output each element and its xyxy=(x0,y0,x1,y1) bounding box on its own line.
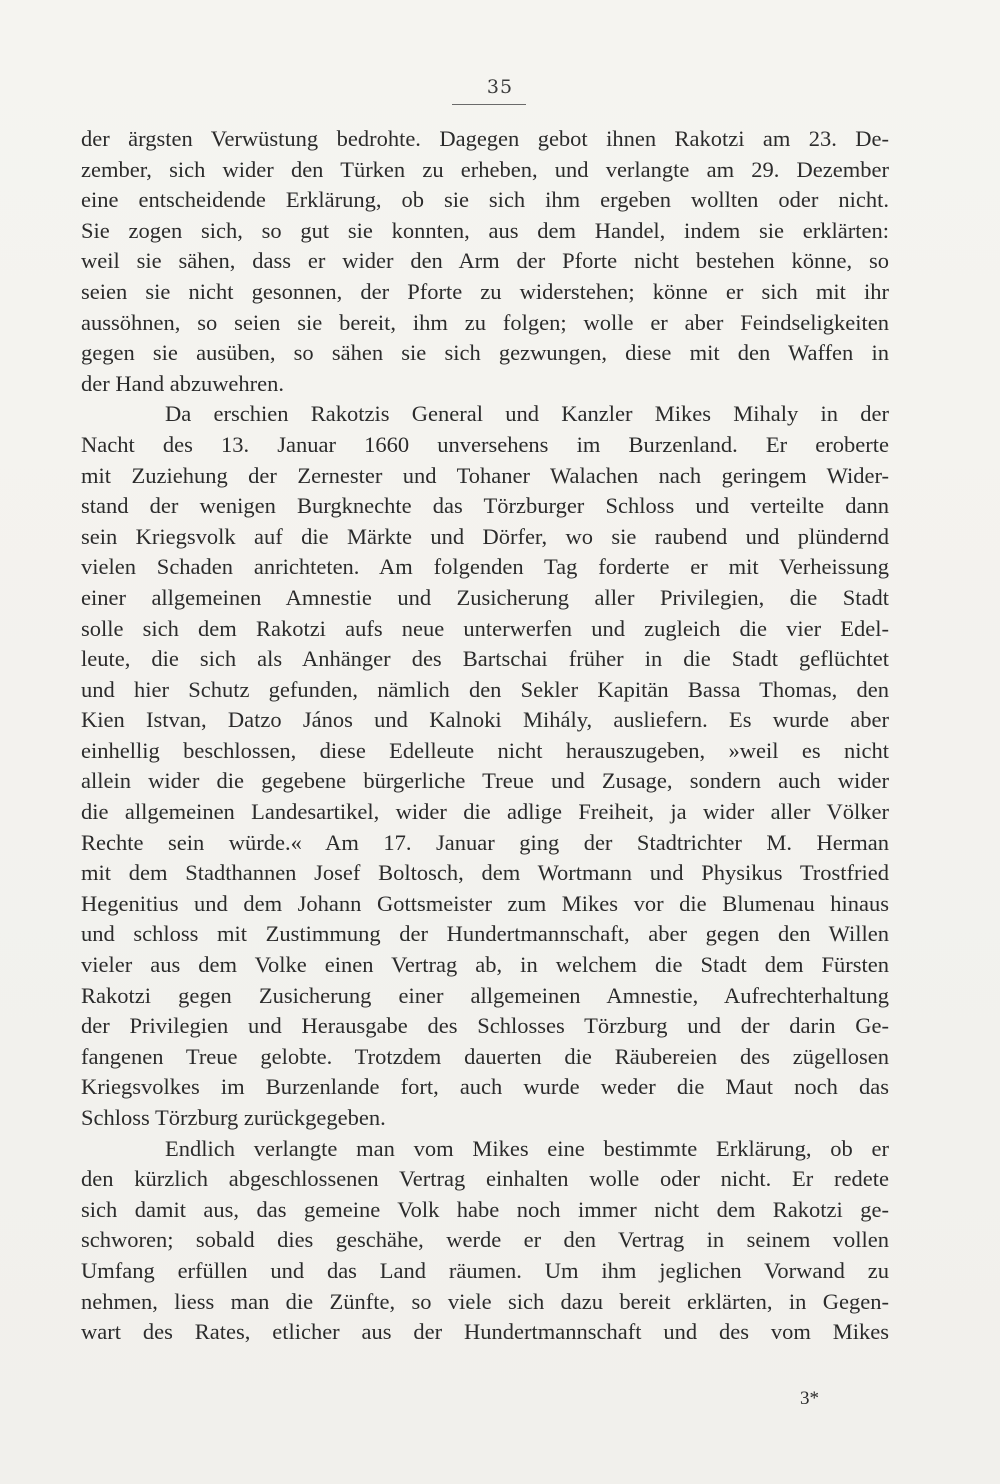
text-line: Rakotzi gegen Zusicherung einer allgemeinen Amnestie, Aufrechterhaltung xyxy=(81,982,889,1008)
text-line: solle sich dem Rakotzi aufs neue unterwerfen und zugleich die vier Edel- xyxy=(81,615,889,641)
text-line: einer allgemeinen Amnestie und Zusicherung aller Privilegien, die Stadt xyxy=(81,584,889,610)
text-line: vieler aus dem Volke einen Vertrag ab, in welchem die Stadt dem Fürsten xyxy=(81,952,889,978)
text-line: mit dem Stadthannen Josef Boltosch, dem Wortmann und Physikus Trostfried xyxy=(81,860,889,886)
text-line: der Hand abzuwehren. xyxy=(81,370,285,396)
text-line: vielen Schaden anrichteten. Am folgenden Tag forderte er mit Verheissung xyxy=(81,554,889,580)
text-line: allein wider die gegebene bürgerliche Treue und Zusage, sondern auch wider xyxy=(81,768,889,794)
text-line: gegen sie ausüben, so sähen sie sich gezwungen, diese mit den Waffen in xyxy=(81,340,889,366)
signature-mark: 3* xyxy=(800,1388,819,1409)
paragraph-2 xyxy=(81,399,889,1133)
text-line: der Privilegien und Herausgabe des Schlosses Törzburg und der darin Ge- xyxy=(81,1013,889,1039)
text-line: der ärgsten Verwüstung bedrohte. Dagegen gebot ihnen Rakotzi am 23. De- xyxy=(81,126,889,151)
text-line: leute, die sich als Anhänger des Bartschai früher in die Stadt geflüchtet xyxy=(81,646,889,672)
text-line: sich damit aus, das gemeine Volk habe noch immer nicht dem Rakotzi ge- xyxy=(81,1196,889,1222)
body-text xyxy=(81,124,889,1348)
text-line: zember, sich wider den Türken zu erheben, und verlangte am 29. Dezember xyxy=(81,156,889,182)
text-line: Kriegsvolkes im Burzenlande fort, auch wurde weder die Maut noch das xyxy=(81,1074,889,1100)
text-line: den kürzlich abgeschlossenen Vertrag einhalten wolle oder nicht. Er redete xyxy=(81,1166,889,1192)
text-line: stand der wenigen Burgknechte das Törzburger Schloss und verteilte dann xyxy=(81,493,889,519)
text-line: sein Kriegsvolk auf die Märkte und Dörfer, wo sie raubend und plündernd xyxy=(81,523,889,549)
text-line: wart des Rates, etlicher aus der Hundertmannschaft und des vom Mikes xyxy=(81,1319,889,1345)
text-line: Umfang erfüllen und das Land räumen. Um ihm jeglichen Vorwand zu xyxy=(81,1257,889,1283)
text-line: Da erschien Rakotzis General und Kanzler Mikes Mihaly in der xyxy=(165,401,889,427)
text-line: aussöhnen, so seien sie bereit, ihm zu folgen; wolle er aber Feindseligkeiten xyxy=(81,309,889,335)
text-line: einhellig beschlossen, diese Edelleute nicht herauszugeben, »weil es nicht xyxy=(81,737,889,763)
text-line: Hegenitius und dem Johann Gottsmeister zum Mikes vor die Blumenau hinaus xyxy=(81,890,889,916)
text-line: Rechte sein würde.« Am 17. Januar ging der Stadtrichter M. Herman xyxy=(81,829,889,855)
paragraph-1 xyxy=(81,124,889,399)
text-line: mit Zuziehung der Zernester und Tohaner Walachen nach geringem Wider- xyxy=(81,462,889,488)
page-number: 35 xyxy=(486,76,514,98)
text-line: weil sie sähen, dass er wider den Arm der Pforte nicht bestehen könne, so xyxy=(81,248,889,274)
text-line: Kien Istvan, Datzo János und Kalnoki Mihály, ausliefern. Es wurde aber xyxy=(81,707,889,733)
text-line: Sie zogen sich, so gut sie konnten, aus dem Handel, indem sie erklärten: xyxy=(81,217,889,243)
text-line: die allgemeinen Landesartikel, wider die adlige Freiheit, ja wider aller Völker xyxy=(81,799,889,825)
header-rule xyxy=(452,104,526,105)
paragraph-3 xyxy=(81,1134,889,1348)
text-line: und schloss mit Zustimmung der Hundertmannschaft, aber gegen den Willen xyxy=(81,921,889,947)
text-line: Nacht des 13. Januar 1660 unversehens im Burzenland. Er eroberte xyxy=(81,431,889,457)
text-line: seien sie nicht gesonnen, der Pforte zu widerstehen; könne er sich mit ihr xyxy=(81,278,889,304)
text-line: Endlich verlangte man vom Mikes eine bestimmte Erklärung, ob er xyxy=(165,1135,889,1161)
text-line: eine entscheidende Erklärung, ob sie sich ihm ergeben wollten oder nicht. xyxy=(81,187,889,213)
text-line: und hier Schutz gefunden, nämlich den Sekler Kapitän Bassa Thomas, den xyxy=(81,676,889,702)
text-line: nehmen, liess man die Zünfte, so viele sich dazu bereit erklärten, in Gegen- xyxy=(81,1288,889,1314)
text-line: schworen; sobald dies geschähe, werde er den Vertrag in seinem vollen xyxy=(81,1227,889,1253)
text-line: fangenen Treue gelobte. Trotzdem dauerten die Räubereien des zügellosen xyxy=(81,1043,889,1069)
text-line: Schloss Törzburg zurückgegeben. xyxy=(81,1105,386,1130)
